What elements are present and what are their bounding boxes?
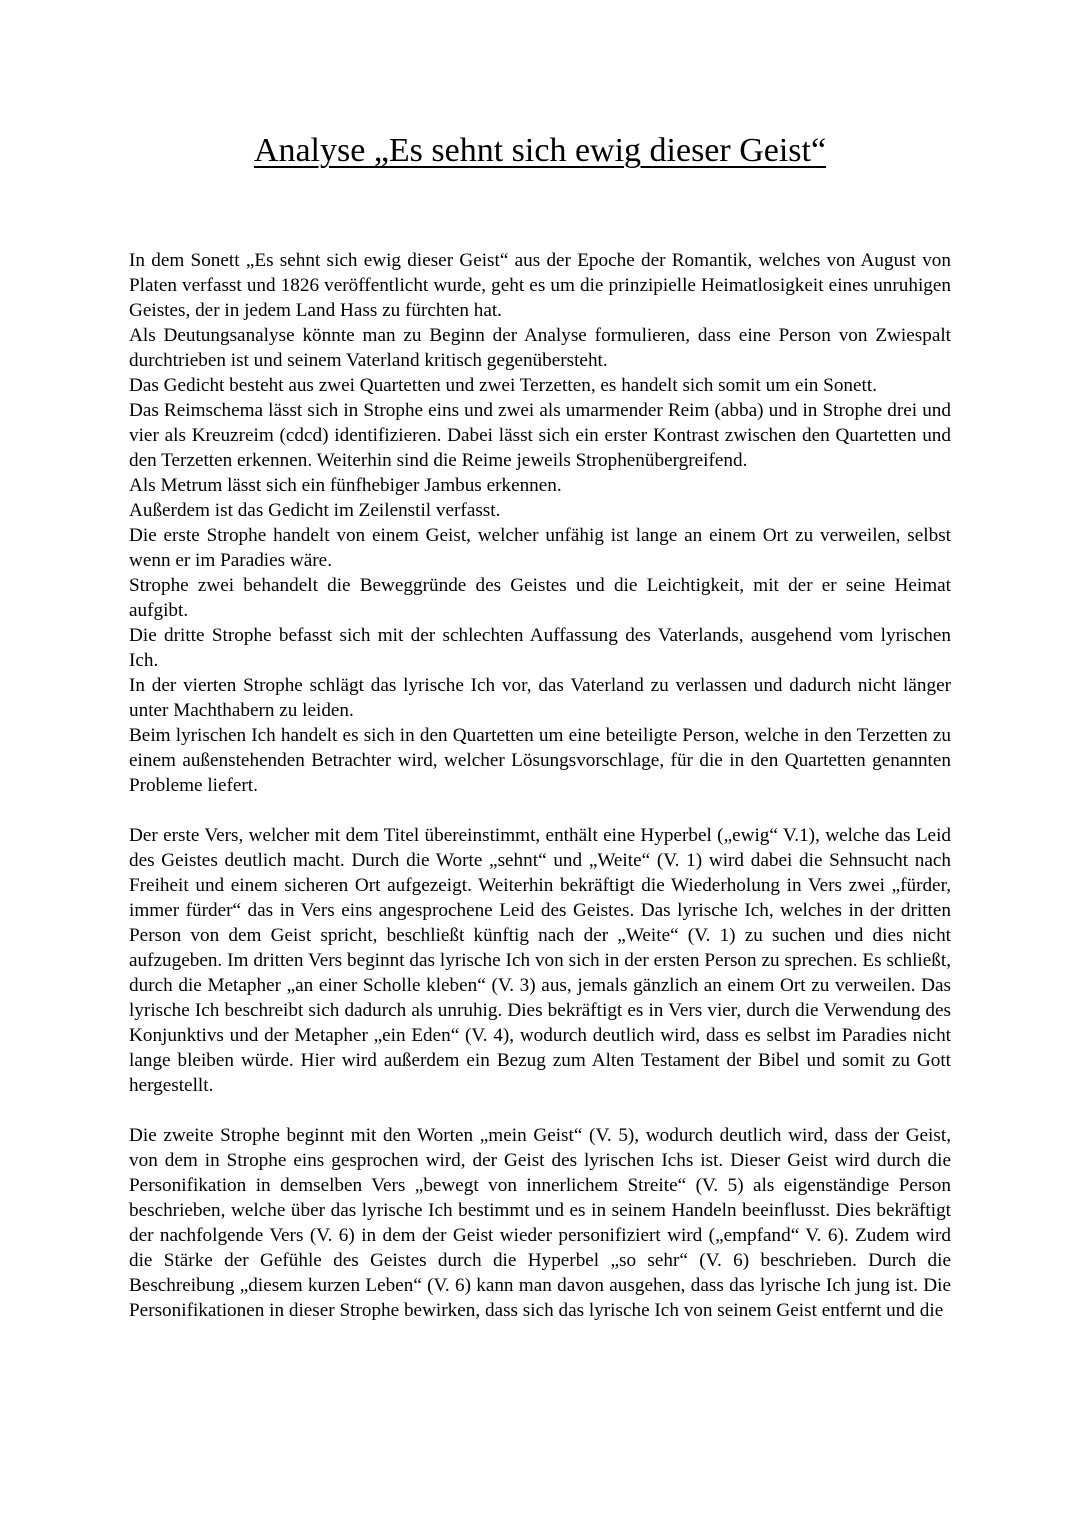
paragraph-rhyme-scheme: Das Reimschema lässt sich in Strophe eins und zwei als umarmender Reim (abba) und in Strophe drei und vier als Kreuzreim (cdcd) identifizieren. Dabei lässt sich ein erster Kontrast zwischen den Quartetten und den Terzetten erkennen. Weiterhin sind die Reime jeweils Strophenübergreifend. xyxy=(129,400,951,471)
paragraph-stanza-two-analysis: Die zweite Strophe beginnt mit den Worten „mein Geist“ (V. 5), wodurch deutlich wird, dass der Geist, von dem in Strophe eins gesprochen wird, der Geist des lyrischen Ichs ist. Dieser Geist wird durch die Personifikation in demselben Vers „bewegt von innerlichem Streite“ (V. 5) als eigenständige Person beschrieben, welche über das lyrische Ich bestimmt und es in seinem Handeln beeinflusst. Dies bekräftigt der nachfolgende Vers (V. 6) in dem der Geist wieder personifiziert wird („empfand“ V. 6). Zudem wird die Stärke der Gefühle des Geistes durch die Hyperbel „so sehr“ (V. 6) beschrieben. Durch die Beschreibung „diesem kurzen Leben“ (V. 6) kann man davon ausgehen, dass das lyrische Ich jung ist. Die Personifikationen in dieser Strophe bewirken, dass sich das lyrische Ich von seinem Geist entfernt und die xyxy=(129,1125,951,1321)
paragraph-lyrical-self: Beim lyrischen Ich handelt es sich in den Quartetten um eine beteiligte Person, welche in den Terzetten zu einem außenstehenden Betrachter wird, welcher Lösungsvorschlage, für die in den Quartetten genannten Probleme liefert. xyxy=(129,725,951,796)
document-body xyxy=(129,248,951,1323)
paragraph-gap xyxy=(129,798,951,823)
paragraph-form: Das Gedicht besteht aus zwei Quartetten und zwei Terzetten, es handelt sich somit um ein Sonett. xyxy=(129,375,878,396)
paragraph-meter: Als Metrum lässt sich ein fünfhebiger Jambus erkennen. xyxy=(129,475,562,496)
document-title: Analyse „Es sehnt sich ewig dieser Geist“ xyxy=(253,132,827,169)
paragraph-line-style: Außerdem ist das Gedicht im Zeilenstil verfasst. xyxy=(129,500,501,521)
paragraph-stanza-two-summary: Strophe zwei behandelt die Beweggründe des Geistes und die Leichtigkeit, mit der er seine Heimat aufgibt. xyxy=(129,575,951,621)
paragraph-stanza-one-summary: Die erste Strophe handelt von einem Geist, welcher unfähig ist lange an einem Ort zu verweilen, selbst wenn er im Paradies wäre. xyxy=(129,525,951,571)
paragraph-stanza-one-analysis: Der erste Vers, welcher mit dem Titel übereinstimmt, enthält eine Hyperbel („ewig“ V.1), welche das Leid des Geistes deutlich macht. Durch die Worte „sehnt“ und „Weite“ (V. 1) wird dabei die Sehnsucht nach Freiheit und einem sicheren Ort aufgezeigt. Weiterhin bekräftigt die Wiederholung in Vers zwei „fürder, immer fürder“ das in Vers eins angesprochene Leid des Geistes. Das lyrische Ich, welches in der dritten Person von dem Geist spricht, beschließt künftig nach der „Weite“ (V. 1) zu suchen und dies nicht aufzugeben. Im dritten Vers beginnt das lyrische Ich von sich in der ersten Person zu sprechen. Es schließt, durch die Metapher „an einer Scholle kleben“ (V. 3) aus, jemals gänzlich an einem Ort zu verweilen. Das lyrische Ich beschreibt sich dadurch als unruhig. Dies bekräftigt es in Vers vier, durch die Verwendung des Konjunktivs und der Metapher „ein Eden“ (V. 4), wodurch deutlich wird, dass es selbst im Paradies nicht lange bleiben würde. Hier wird außerdem ein Bezug zum Alten Testament der Bibel und somit zu Gott hergestellt. xyxy=(129,825,951,1096)
paragraph-interpretation-hypothesis: Als Deutungsanalyse könnte man zu Beginn der Analyse formulieren, dass eine Person von Zwiespalt durchtrieben ist und seinem Vaterland kritisch gegenübersteht. xyxy=(129,325,951,371)
paragraph-stanza-four-summary: In der vierten Strophe schlägt das lyrische Ich vor, das Vaterland zu verlassen und dadurch nicht länger unter Machthabern zu leiden. xyxy=(129,675,951,721)
paragraph-gap xyxy=(129,1098,951,1123)
paragraph-stanza-three-summary: Die dritte Strophe befasst sich mit der schlechten Auffassung des Vaterlands, ausgehend vom lyrischen Ich. xyxy=(129,625,951,671)
paragraph-intro: In dem Sonett „Es sehnt sich ewig dieser Geist“ aus der Epoche der Romantik, welches von August von Platen verfasst und 1826 veröffentlicht wurde, geht es um die prinzipielle Heimatlosigkeit eines unruhigen Geistes, der in jedem Land Hass zu fürchten hat. xyxy=(129,250,951,321)
